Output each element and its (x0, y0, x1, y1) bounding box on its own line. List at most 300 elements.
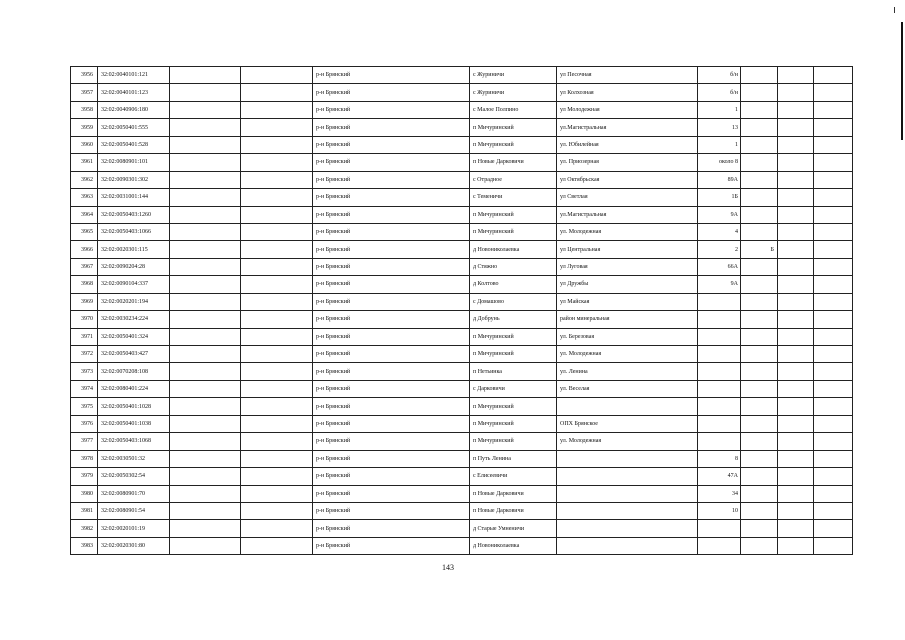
building-letter (741, 154, 778, 171)
building-letter (741, 450, 778, 467)
building-letter (741, 223, 778, 240)
empty-cell (170, 154, 241, 171)
empty-cell (170, 258, 241, 275)
empty-cell (241, 502, 313, 519)
empty-cell (241, 346, 313, 363)
street: ул Молодежная (557, 101, 698, 118)
empty-cell (814, 502, 853, 519)
empty-cell (241, 276, 313, 293)
empty-cell (778, 485, 814, 502)
empty-cell (170, 101, 241, 118)
building-letter (741, 328, 778, 345)
table-row (71, 380, 853, 397)
house-number: 9А (698, 276, 741, 293)
settlement: с Отрадное (470, 171, 557, 188)
street (557, 398, 698, 415)
empty-cell (778, 84, 814, 101)
table-row (71, 520, 853, 537)
building-letter (741, 101, 778, 118)
empty-cell (778, 363, 814, 380)
house-number (698, 520, 741, 537)
table-row (71, 293, 853, 310)
building-letter (741, 84, 778, 101)
empty-cell (814, 154, 853, 171)
empty-cell (170, 206, 241, 223)
district: р-н Брянский (313, 502, 470, 519)
cadastral-number: 32:02:0020301:115 (98, 241, 170, 258)
empty-cell (778, 101, 814, 118)
cadastral-number: 32:02:0050403:1260 (98, 206, 170, 223)
empty-cell (778, 67, 814, 84)
empty-cell (241, 380, 313, 397)
building-letter (741, 276, 778, 293)
empty-cell (778, 398, 814, 415)
table-row (71, 468, 853, 485)
table-row (71, 154, 853, 171)
row-number: 3959 (71, 119, 98, 136)
empty-cell (778, 206, 814, 223)
table-row (71, 67, 853, 84)
table-row (71, 485, 853, 502)
house-number: 1 (698, 136, 741, 153)
row-number: 3969 (71, 293, 98, 310)
settlement: д Старые Умненичи (470, 520, 557, 537)
table-row (71, 171, 853, 188)
row-number: 3981 (71, 502, 98, 519)
empty-cell (778, 241, 814, 258)
empty-cell (814, 189, 853, 206)
empty-cell (814, 258, 853, 275)
empty-cell (778, 311, 814, 328)
house-number: 1Б (698, 189, 741, 206)
district: р-н Брянский (313, 468, 470, 485)
street: ул. Молодежная (557, 346, 698, 363)
empty-cell (814, 223, 853, 240)
district: р-н Брянский (313, 485, 470, 502)
empty-cell (170, 276, 241, 293)
building-letter (741, 363, 778, 380)
cadastral-number: 32:02:0080901:101 (98, 154, 170, 171)
row-number: 3979 (71, 468, 98, 485)
empty-cell (778, 136, 814, 153)
row-number: 3973 (71, 363, 98, 380)
row-number: 3968 (71, 276, 98, 293)
empty-cell (241, 433, 313, 450)
empty-cell (241, 520, 313, 537)
cadastral-number: 32:02:0040906:180 (98, 101, 170, 118)
empty-cell (170, 84, 241, 101)
empty-cell (241, 206, 313, 223)
settlement: п Мичуринский (470, 415, 557, 432)
cadastral-number: 32:02:0050401:1038 (98, 415, 170, 432)
page-number: 143 (442, 563, 454, 572)
cadastral-number: 32:02:0090204:28 (98, 258, 170, 275)
settlement: п Мичуринский (470, 206, 557, 223)
street: ул Дружбы (557, 276, 698, 293)
settlement: п Мичуринский (470, 223, 557, 240)
house-number (698, 380, 741, 397)
district: р-н Брянский (313, 154, 470, 171)
empty-cell (241, 136, 313, 153)
street (557, 520, 698, 537)
empty-cell (778, 189, 814, 206)
settlement: с Малое Полпино (470, 101, 557, 118)
table-row (71, 502, 853, 519)
empty-cell (241, 537, 313, 554)
building-letter (741, 433, 778, 450)
building-letter (741, 206, 778, 223)
house-number: около 8 (698, 154, 741, 171)
building-letter (741, 380, 778, 397)
cadastral-number: 32:02:0050401:324 (98, 328, 170, 345)
empty-cell (778, 468, 814, 485)
cadastral-number: 32:02:0031001:144 (98, 189, 170, 206)
empty-cell (241, 485, 313, 502)
empty-cell (170, 119, 241, 136)
empty-cell (814, 136, 853, 153)
table-row (71, 433, 853, 450)
cadastral-number: 32:02:0020101:19 (98, 520, 170, 537)
empty-cell (814, 119, 853, 136)
table-row (71, 241, 853, 258)
empty-cell (814, 293, 853, 310)
street: район минеральная (557, 311, 698, 328)
empty-cell (241, 363, 313, 380)
settlement: п Мичуринский (470, 346, 557, 363)
row-number: 3977 (71, 433, 98, 450)
house-number (698, 537, 741, 554)
cadastral-number: 32:02:0050403:1066 (98, 223, 170, 240)
building-letter (741, 311, 778, 328)
district: р-н Брянский (313, 276, 470, 293)
district: р-н Брянский (313, 363, 470, 380)
empty-cell (778, 346, 814, 363)
street (557, 468, 698, 485)
settlement: п Новые Дарковичи (470, 502, 557, 519)
row-number: 3965 (71, 223, 98, 240)
street (557, 485, 698, 502)
cadastral-number: 32:02:0080901:54 (98, 502, 170, 519)
building-letter (741, 346, 778, 363)
empty-cell (241, 450, 313, 467)
district: р-н Брянский (313, 293, 470, 310)
row-number: 3971 (71, 328, 98, 345)
settlement: д Стяжно (470, 258, 557, 275)
district: р-н Брянский (313, 346, 470, 363)
table-row (71, 450, 853, 467)
row-number: 3962 (71, 171, 98, 188)
cadastral-number: 32:02:0020201:194 (98, 293, 170, 310)
house-number: 13 (698, 119, 741, 136)
scan-edge-mark (901, 22, 903, 140)
settlement: п Мичуринский (470, 119, 557, 136)
street (557, 502, 698, 519)
empty-cell (170, 468, 241, 485)
settlement: с Елисеевичи (470, 468, 557, 485)
row-number: 3976 (71, 415, 98, 432)
house-number (698, 346, 741, 363)
empty-cell (814, 206, 853, 223)
empty-cell (241, 293, 313, 310)
settlement: п Мичуринский (470, 136, 557, 153)
empty-cell (814, 485, 853, 502)
street: ул.Магистральная (557, 119, 698, 136)
empty-cell (241, 171, 313, 188)
street: ул Светлая (557, 189, 698, 206)
street: ул. Березовая (557, 328, 698, 345)
street: ул. Юбилейная (557, 136, 698, 153)
row-number: 3975 (71, 398, 98, 415)
empty-cell (778, 119, 814, 136)
district: р-н Брянский (313, 520, 470, 537)
row-number: 3956 (71, 67, 98, 84)
building-letter (741, 468, 778, 485)
empty-cell (814, 67, 853, 84)
table-row (71, 223, 853, 240)
district: р-н Брянский (313, 380, 470, 397)
empty-cell (778, 258, 814, 275)
empty-cell (170, 67, 241, 84)
district: р-н Брянский (313, 206, 470, 223)
empty-cell (170, 346, 241, 363)
cadastral-number: 32:02:0050302:54 (98, 468, 170, 485)
empty-cell (241, 328, 313, 345)
district: р-н Брянский (313, 101, 470, 118)
settlement: с Теменичи (470, 189, 557, 206)
street: ул. Веселая (557, 380, 698, 397)
cadastral-number: 32:02:0050401:555 (98, 119, 170, 136)
empty-cell (778, 415, 814, 432)
row-number: 3972 (71, 346, 98, 363)
empty-cell (814, 433, 853, 450)
house-number (698, 328, 741, 345)
empty-cell (778, 276, 814, 293)
row-number: 3970 (71, 311, 98, 328)
district: р-н Брянский (313, 433, 470, 450)
settlement: п Мичуринский (470, 398, 557, 415)
district: р-н Брянский (313, 258, 470, 275)
empty-cell (170, 520, 241, 537)
cadastral-number: 32:02:0090301:302 (98, 171, 170, 188)
scan-edge-tick (894, 7, 895, 13)
table-row (71, 398, 853, 415)
empty-cell (778, 223, 814, 240)
empty-cell (241, 189, 313, 206)
street: ул Луговая (557, 258, 698, 275)
building-letter (741, 119, 778, 136)
cadastral-number: 32:02:0030234:224 (98, 311, 170, 328)
empty-cell (814, 468, 853, 485)
empty-cell (814, 328, 853, 345)
district: р-н Брянский (313, 67, 470, 84)
table-row (71, 346, 853, 363)
district: р-н Брянский (313, 136, 470, 153)
empty-cell (170, 485, 241, 502)
empty-cell (241, 415, 313, 432)
empty-cell (778, 537, 814, 554)
building-letter (741, 293, 778, 310)
empty-cell (241, 154, 313, 171)
empty-cell (170, 380, 241, 397)
street: ул. Молодежная (557, 223, 698, 240)
empty-cell (814, 520, 853, 537)
row-number: 3983 (71, 537, 98, 554)
empty-cell (170, 223, 241, 240)
cadastral-number: 32:02:0080901:70 (98, 485, 170, 502)
empty-cell (778, 520, 814, 537)
empty-cell (778, 328, 814, 345)
table-row (71, 311, 853, 328)
settlement: д Колтово (470, 276, 557, 293)
row-number: 3967 (71, 258, 98, 275)
empty-cell (814, 311, 853, 328)
settlement: п Мичуринский (470, 433, 557, 450)
house-number: б/н (698, 67, 741, 84)
row-number: 3961 (71, 154, 98, 171)
table-row (71, 84, 853, 101)
empty-cell (241, 241, 313, 258)
row-number: 3960 (71, 136, 98, 153)
district: р-н Брянский (313, 398, 470, 415)
empty-cell (814, 346, 853, 363)
district: р-н Брянский (313, 241, 470, 258)
district: р-н Брянский (313, 328, 470, 345)
building-letter (741, 537, 778, 554)
settlement: п Мичуринский (470, 328, 557, 345)
empty-cell (814, 450, 853, 467)
house-number (698, 311, 741, 328)
row-number: 3974 (71, 380, 98, 397)
house-number (698, 398, 741, 415)
settlement: с Дарковичи (470, 380, 557, 397)
settlement: д Добрунь (470, 311, 557, 328)
settlement: п Новые Дарковичи (470, 154, 557, 171)
street (557, 450, 698, 467)
empty-cell (778, 433, 814, 450)
empty-cell (170, 189, 241, 206)
street: ул. Ленина (557, 363, 698, 380)
settlement: п Нетьинка (470, 363, 557, 380)
building-letter: Б (741, 241, 778, 258)
building-letter (741, 171, 778, 188)
empty-cell (814, 84, 853, 101)
street: ул. Приозерная (557, 154, 698, 171)
table-row (71, 189, 853, 206)
district: р-н Брянский (313, 450, 470, 467)
building-letter (741, 520, 778, 537)
empty-cell (170, 136, 241, 153)
building-letter (741, 136, 778, 153)
empty-cell (814, 101, 853, 118)
row-number: 3957 (71, 84, 98, 101)
row-number: 3963 (71, 189, 98, 206)
table-row (71, 363, 853, 380)
row-number: 3980 (71, 485, 98, 502)
property-register-table (70, 66, 853, 555)
street (557, 537, 698, 554)
district: р-н Брянский (313, 119, 470, 136)
table-row (71, 537, 853, 554)
table-row (71, 136, 853, 153)
street: ул Майская (557, 293, 698, 310)
cadastral-number: 32:02:0050403:427 (98, 346, 170, 363)
empty-cell (778, 450, 814, 467)
empty-cell (170, 328, 241, 345)
empty-cell (170, 433, 241, 450)
table-row (71, 328, 853, 345)
cadastral-number: 32:02:0020301:80 (98, 537, 170, 554)
table-row (71, 119, 853, 136)
empty-cell (241, 311, 313, 328)
settlement: д Новониколаевка (470, 241, 557, 258)
building-letter (741, 189, 778, 206)
settlement: д Новониколаевка (470, 537, 557, 554)
building-letter (741, 258, 778, 275)
empty-cell (241, 468, 313, 485)
empty-cell (170, 171, 241, 188)
empty-cell (778, 293, 814, 310)
empty-cell (241, 84, 313, 101)
settlement: с Домашово (470, 293, 557, 310)
empty-cell (241, 398, 313, 415)
row-number: 3964 (71, 206, 98, 223)
district: р-н Брянский (313, 537, 470, 554)
house-number: 4 (698, 223, 741, 240)
register-rows (71, 67, 853, 555)
empty-cell (778, 502, 814, 519)
district: р-н Брянский (313, 189, 470, 206)
house-number: 9А (698, 206, 741, 223)
empty-cell (814, 537, 853, 554)
cadastral-number: 32:02:0080401:224 (98, 380, 170, 397)
empty-cell (170, 398, 241, 415)
building-letter (741, 398, 778, 415)
empty-cell (241, 119, 313, 136)
street: ул Центральная (557, 241, 698, 258)
settlement: п Новые Дарковичи (470, 485, 557, 502)
cadastral-number: 32:02:0090104:337 (98, 276, 170, 293)
settlement: с Журиничи (470, 67, 557, 84)
house-number: 89А (698, 171, 741, 188)
table-row (71, 415, 853, 432)
district: р-н Брянский (313, 84, 470, 101)
cadastral-number: 32:02:0050401:1028 (98, 398, 170, 415)
empty-cell (170, 502, 241, 519)
settlement: п Путь Ленина (470, 450, 557, 467)
building-letter (741, 485, 778, 502)
district: р-н Брянский (313, 311, 470, 328)
house-number: 1 (698, 101, 741, 118)
empty-cell (814, 398, 853, 415)
empty-cell (170, 537, 241, 554)
empty-cell (241, 258, 313, 275)
cadastral-number: 32:02:0040101:123 (98, 84, 170, 101)
house-number (698, 363, 741, 380)
empty-cell (241, 67, 313, 84)
empty-cell (170, 241, 241, 258)
empty-cell (170, 293, 241, 310)
house-number: 66А (698, 258, 741, 275)
street: ул.Магистральная (557, 206, 698, 223)
empty-cell (241, 223, 313, 240)
house-number: 34 (698, 485, 741, 502)
cadastral-number: 32:02:0040101:121 (98, 67, 170, 84)
house-number: 8 (698, 450, 741, 467)
table-row (71, 101, 853, 118)
empty-cell (814, 380, 853, 397)
house-number (698, 415, 741, 432)
building-letter (741, 67, 778, 84)
